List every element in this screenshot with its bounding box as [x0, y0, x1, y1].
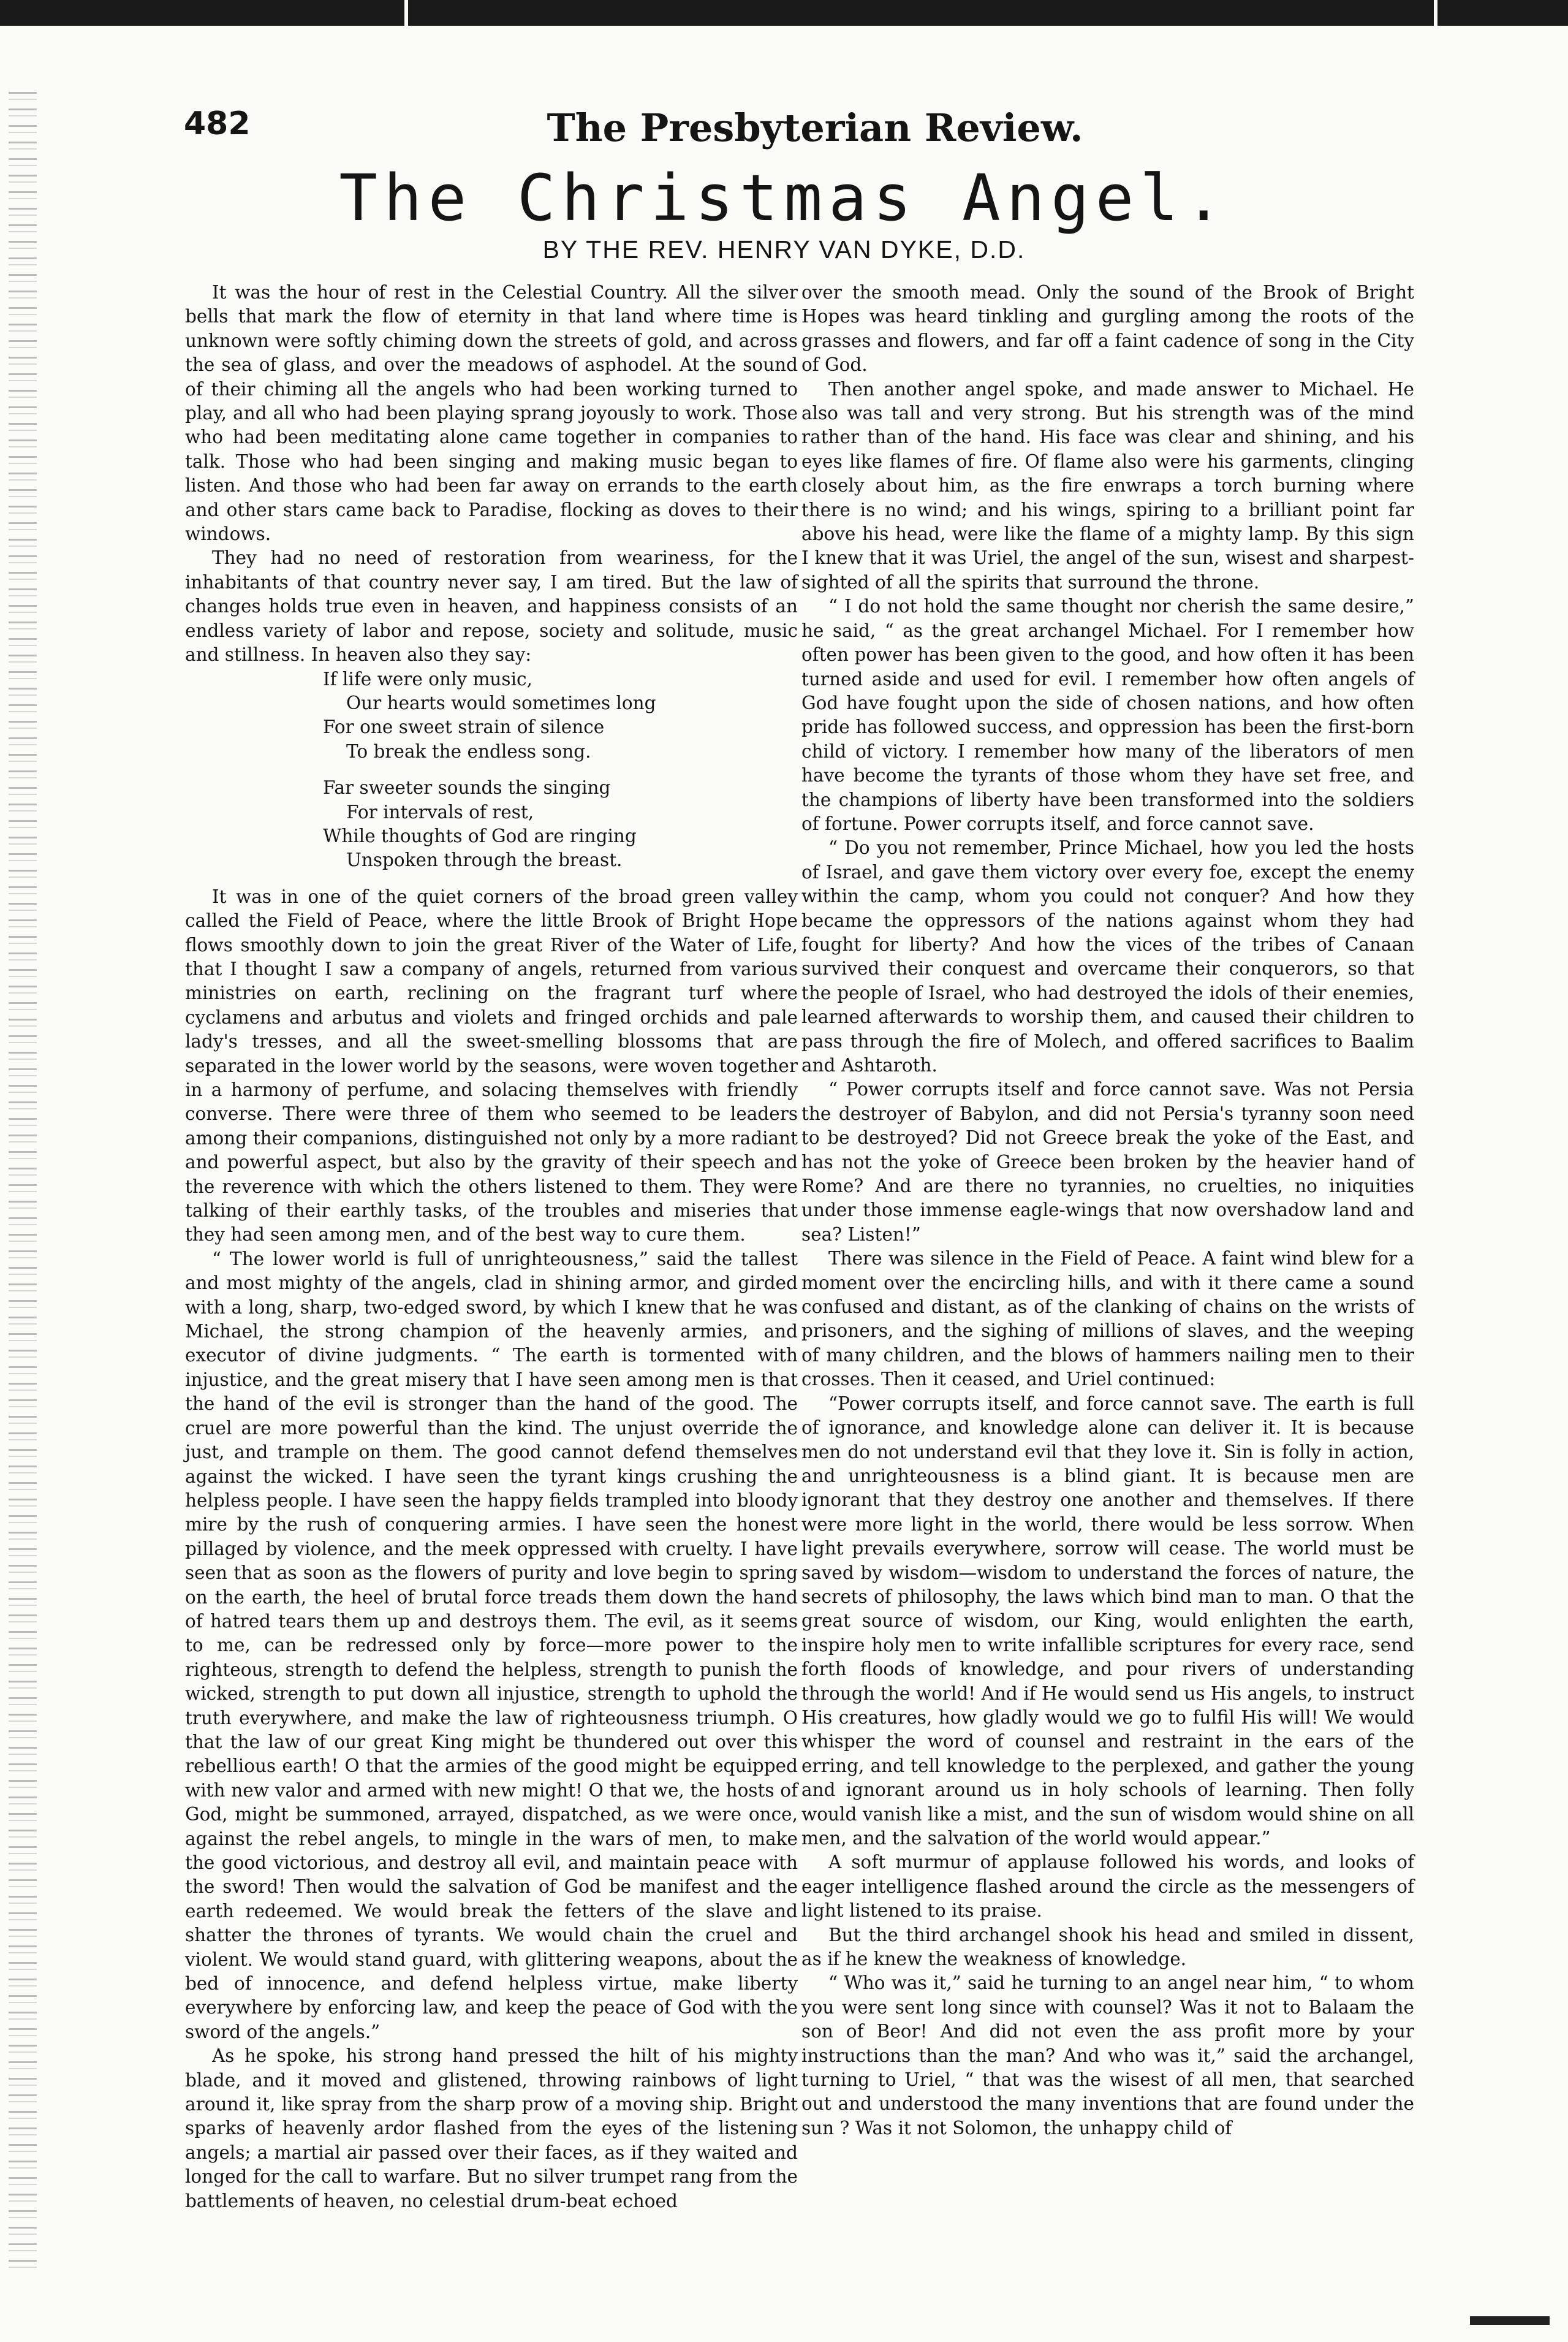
- paragraph: over the smooth mead. Only the sound of the Brook of Bright Hopes was heard tinkling and gurgling among the roots of the grasses and flowers, and far off a faint cadence of song in the City of God.: [801, 282, 1414, 376]
- poem-line: While thoughts of God are ringing: [323, 825, 637, 846]
- paragraph: But the third archangel shook his head and smiled in dissent, as if he knew the weakness of knowledge.: [801, 1924, 1414, 1970]
- poem-stanza: [185, 776, 798, 873]
- paragraph: “ Do you not remember, Prince Michael, how you led the hosts of Israel, and gave them victory over every foe, except the enemy within the camp, whom you could not conquer? And how they became the oppressors of the nations against whom they had fought for liberty? And how the vices of the tribes of Canaan survived their conquest and overcame their conquerors, so that the people of Israel, who had destroyed the idols of their enemies, learned afterwards to worship them, and caused their children to pass through the fire of Molech, and offered sacrifices to Baalim and Ashtaroth.: [801, 837, 1414, 1076]
- running-header: [184, 105, 1446, 154]
- article-title: The Christmas Angel.: [339, 161, 1229, 235]
- paragraph: “ I do not hold the same thought nor cherish the same desire,” he said, “ as the great archangel Michael. For I remember how often power has been given to the good, and how often it has been turned aside and used for evil. I remember how often angels of God have fought upon the side of chosen nations, and how often pride has followed success, and oppression has been the first-born child of victory. I remember how many of the liberators of men have become the tyrants of those whom they have set free, and the champions of liberty have been transformed into the soldiers of fortune. Power corrupts itself, and force cannot save.: [801, 596, 1414, 834]
- paragraph: It was the hour of rest in the Celestial Country. All the silver bells that mark the flow of eternity in that land where time is unknown were softly chiming down the streets of gold, and across the sea of glass, and over the meadows of asphodel. At the sound of their chiming all the angels who had been working turned to play, and all who had been playing sprang joyously to work. Those who had been meditating alone came together in companies to talk. Those who had been singing and making music began to listen. And those who had been far away on errands to the earth and other stars came back to Paradise, flocking as doves to their windows.: [185, 282, 798, 545]
- paragraph: “ The lower world is full of unrighteousness,” said the tallest and most mighty of the angels, clad in shining armor, and girded with a long, sharp, two-edged sword, by which I knew that he was Michael, the strong champion of the heavenly armies, and executor of divine judgments. “ The earth is tormented with injustice, and the great misery that I have seen among men is that the hand of the evil is stronger than the hand of the good. The cruel are more powerful than the kind. The unjust override the just, and trample on them. The good cannot defend themselves against the wicked. I have seen the tyrant kings crushing the helpless people. I have seen the happy fields trampled into bloody mire by the rush of conquering armies. I have seen the honest pillaged by violence, and the meek oppressed with cruelty. I have seen that as soon as the flowers of purity and love begin to spring on the earth, the heel of brutal force treads them down the hand of hatred tears them up and destroys them. The evil, as it seems to me, can be redressed only by force—more power to the righteous, strength to defend the helpless, strength to punish the wicked, strength to put down all injustice, strength to uphold the truth everywhere, and make the law of righteousness triumph. O that the law of our great King might be thundered out over this rebellious earth! O that the armies of the good might be equipped with new valor and armed with new might! O that we, the hosts of God, might be summoned, arrayed, dispatched, as we were once, against the rebel angels, to mingle in the wars of men, to make the good victorious, and destroy all evil, and maintain peace with the sword! Then would the salvation of God be manifest and the earth redeemed. We would break the fetters of the slave and shatter the thrones of tyrants. We would chain the cruel and violent. We would stand guard, with glittering weapons, about the bed of innocence, and defend helpless virtue, make liberty everywhere by enforcing law, and keep the peace of God with the sword of the angels.”: [185, 1248, 798, 2042]
- scan-binding-edge: [9, 92, 37, 2274]
- poem-line: Unspoken through the breast.: [346, 850, 623, 871]
- paragraph: “Power corrupts itself, and force cannot save. The earth is full of ignorance, and knowledge alone can deliver it. It is because men do not understand evil that they love it. Sin is folly in action, and unrighteousness is a blind giant. It is because men are ignorant that they destroy one another and themselves. If there were more light in the world, there would be less sorrow. When light prevails everywhere, sorrow will cease. The world must be saved by wisdom—wisdom to understand the forces of nature, the secrets of philosophy, the laws which bind man to man. O that the great source of wisdom, our King, would enlighten the earth, inspire holy men to write infallible scriptures for every race, send forth floods of knowledge, and pour rivers of understanding through the world! And if He would send us His angels, to instruct His creatures, how gladly would we go to fulfil His will! We would whisper the word of counsel and restraint in the ears of the erring, and tell knowledge to the perplexed, and gather the young and ignorant around us in holy schools of learning. Then folly would vanish like a mist, and the sun of wisdom would shine on all men, and the salvation of the world would appear.”: [801, 1393, 1414, 1849]
- article-byline: BY THE REV. HENRY VAN DYKE, D.D.: [542, 235, 1026, 264]
- paragraph: Then another angel spoke, and made answer to Michael. He also was tall and very strong. But his strength was of the mind rather than of the hand. His face was clear and shining, and his eyes like flames of fire. Of flame also were his garments, clinging closely about him, as the fire enwraps a torch burning where there is no wind; and his wings, spiring to a brilliant point far above his head, were like the flame of a mighty lamp. By this sign I knew that it was Uriel, the angel of the sun, wisest and sharpest-sighted of all the spirits that surround the throne.: [801, 378, 1414, 593]
- paragraph: There was silence in the Field of Peace. A faint wind blew for a moment over the encircling hills, and with it there came a sound confused and distant, as of the clanking of chains on the wrists of prisoners, and the sighing of millions of slaves, and the weeping of many children, and the blows of hammers nailing men to their crosses. Then it ceased, and Uriel continued:: [801, 1248, 1414, 1390]
- page-number: 482: [184, 105, 251, 142]
- right-column: [801, 281, 1414, 2140]
- scan-bottom-mark: [1470, 2316, 1550, 2325]
- poem-line: Far sweeter sounds the singing: [323, 777, 611, 799]
- paragraph: It was in one of the quiet corners of the broad green valley called the Field of Peace, where the little Brook of Bright Hope flows smoothly down to join the great River of the Water of Life, that I thought I saw a company of angels, returned from various ministries on earth, reclining on the fragrant turf where cyclamens and arbutus and violets and fringed orchids and pale lady's tresses, and all the sweet-smelling blossoms that are separated in the lower world by the seasons, were woven together in a harmony of perfume, and solacing themselves with friendly converse. There were three of them who seemed to be leaders among their companions, distinguished not only by a more radiant and powerful aspect, but also by the gravity of their speech and the reverence with which the others listened to them. They were talking of their earthly tasks, of the troubles and miseries that they had seen among men, and of the best way to cure them.: [185, 886, 798, 1245]
- paragraph: As he spoke, his strong hand pressed the hilt of his mighty blade, and it moved and glistened, throwing rainbows of light around it, like spray from the sharp prow of a moving ship. Bright sparks of heavenly ardor flashed from the eyes of the listening angels; a martial air passed over their faces, as if they waited and longed for the call to warfare. But no silver trumpet rang from the battlements of heaven, no celestial drum-beat echoed: [185, 2045, 798, 2211]
- paragraph: A soft murmur of applause followed his words, and looks of eager intelligence flashed around the circle as the messengers of light listened to its praise.: [801, 1852, 1414, 1922]
- poem-line: To break the endless song.: [346, 740, 591, 762]
- poem-line: For intervals of rest,: [346, 801, 534, 823]
- poem-line: If life were only music,: [323, 668, 532, 690]
- paragraph: “ Power corrupts itself and force cannot save. Was not Persia the destroyer of Babylon, and did not Persia's tyranny soon need to be destroyed? Did not Greece break the yoke of the East, and has not the yoke of Greece been broken by the heavier hand of Rome? And are there no tyrannies, no cruelties, no iniquities under those immense eagle-wings that now overshadow land and sea? Listen!”: [801, 1079, 1414, 1245]
- scan-top-border: [0, 0, 1568, 26]
- poem: [185, 667, 798, 873]
- poem-stanza: [185, 667, 798, 764]
- paragraph: They had no need of restoration from weariness, for the inhabitants of that country never say, I am tired. But the law of changes holds true even in heaven, and happiness consists of an endless variety of labor and repose, society and solitude, music and stillness. In heaven also they say:: [185, 547, 798, 666]
- paragraph: “ Who was it,” said he turning to an angel near him, “ to whom you were sent long since with counsel? Was it not to Balaam the son of Beor! And did not even the ass profit more by your instructions than the man? And who was it,” said the archangel, turning to Uriel, “ that was the wisest of all men, that searched out and understood the many inventions that are found under the sun ? Was it not Solomon, the unhappy child of: [801, 1972, 1414, 2139]
- journal-title: The Presbyterian Review.: [547, 105, 1083, 150]
- left-column: [185, 281, 798, 2213]
- poem-line: For one sweet strain of silence: [323, 717, 605, 738]
- poem-line: Our hearts would sometimes long: [346, 692, 656, 713]
